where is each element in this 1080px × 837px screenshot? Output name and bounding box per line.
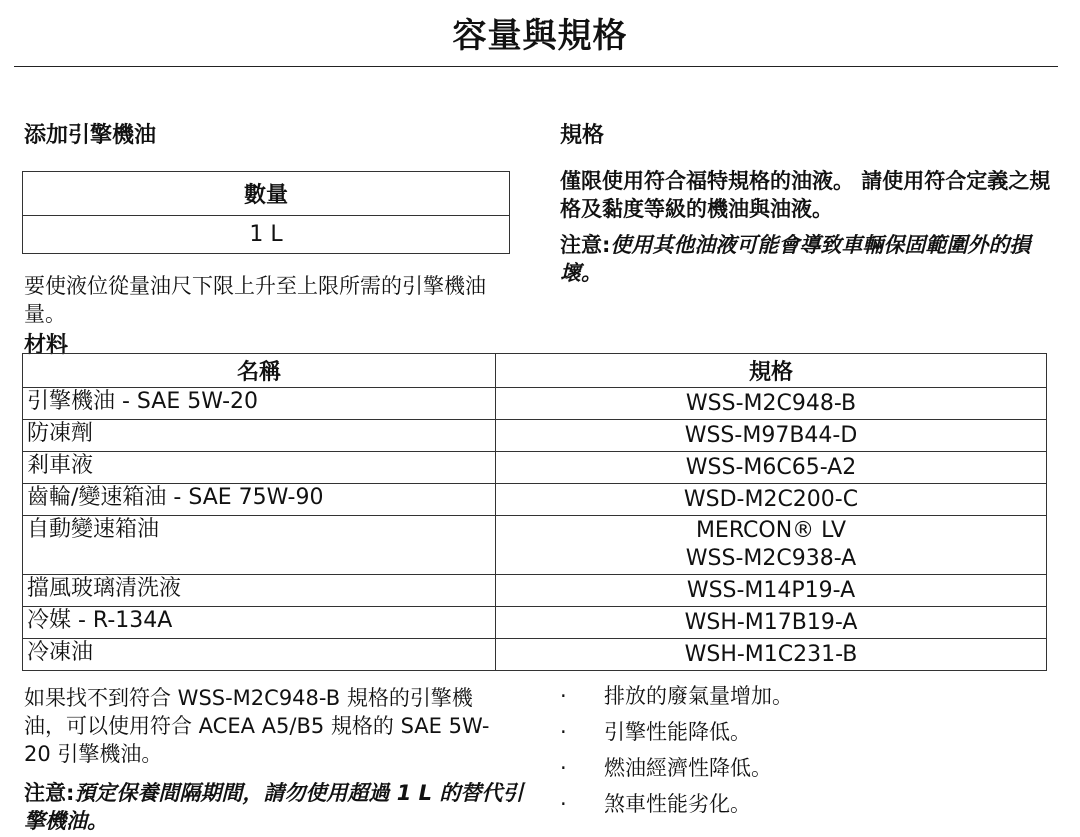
- material-name: 擋風玻璃清洗液: [23, 575, 496, 607]
- bullet-icon: ·: [560, 720, 567, 744]
- material-spec: WSH-M1C231-B: [496, 639, 1047, 671]
- consequence-list: [558, 682, 793, 826]
- table-row: [23, 484, 1047, 516]
- material-spec: [496, 516, 1047, 575]
- material-spec: WSS-M2C948-B: [496, 388, 1047, 420]
- material-name: 自動變速箱油: [23, 516, 496, 575]
- column-header-spec: 規格: [496, 354, 1047, 388]
- table-row: [23, 639, 1047, 671]
- quantity-header: 數量: [23, 172, 510, 216]
- list-item-text: 煞車性能劣化。: [604, 792, 751, 816]
- material-spec-line-1: MERCON® LV: [695, 518, 847, 543]
- list-item: [558, 754, 793, 790]
- material-name: 防凍劑: [23, 420, 496, 452]
- material-spec: WSS-M6C65-A2: [496, 452, 1047, 484]
- column-header-name: 名稱: [23, 354, 496, 388]
- note-label: 注意:: [560, 233, 611, 257]
- oil-quantity-description: 要使液位從量油尺下限上升至上限所需的引擎機油量。: [24, 274, 486, 326]
- table-header-row: [23, 354, 1047, 388]
- bullet-icon: ·: [560, 792, 567, 816]
- list-item: [558, 718, 793, 754]
- material-name: 剎車液: [23, 452, 496, 484]
- substitute-oil-note: [24, 779, 524, 835]
- material-name: 冷媒 - R-134A: [23, 607, 496, 639]
- table-row: [23, 388, 1047, 420]
- list-item-text: 引擎性能降低。: [604, 720, 751, 744]
- material-spec: WSS-M97B44-D: [496, 420, 1047, 452]
- table-row: [23, 452, 1047, 484]
- note-label: 注意:: [24, 781, 75, 805]
- table-row: [23, 575, 1047, 607]
- note-text: 預定保養間隔期間，請勿使用超過 1 L 的替代引擎機油。: [24, 781, 524, 833]
- list-item-text: 排放的廢氣量增加。: [604, 684, 793, 708]
- note-text: 使用其他油液可能會導致車輛保固範圍外的損壞。: [560, 233, 1031, 285]
- material-spec: WSD-M2C200-C: [496, 484, 1047, 516]
- material-spec-line-2: WSS-M2C938-A: [685, 546, 857, 571]
- material-spec: WSS-M14P19-A: [496, 575, 1047, 607]
- material-name: 引擎機油 - SAE 5W-20: [23, 388, 496, 420]
- materials-table: [22, 353, 1047, 671]
- materials-heading: 材料: [24, 333, 69, 358]
- table-row: [23, 420, 1047, 452]
- spec-note: [560, 231, 1055, 287]
- bullet-icon: ·: [560, 756, 567, 780]
- list-item-text: 燃油經濟性降低。: [604, 756, 772, 780]
- material-name: 齒輪/變速箱油 - SAE 75W-90: [23, 484, 496, 516]
- substitute-oil-text: 如果找不到符合 WSS-M2C948-B 規格的引擎機油，可以使用符合 ACEA A5/B5 規格的 SAE 5W-20 引擎機油。: [24, 686, 490, 766]
- spec-heading: 規格: [560, 123, 605, 148]
- list-item: [558, 790, 793, 826]
- table-row: [23, 516, 1047, 575]
- page-title: 容量與規格: [452, 16, 628, 56]
- quantity-value: 1 L: [23, 216, 510, 254]
- quantity-table: [22, 171, 510, 254]
- material-spec: WSH-M17B19-A: [496, 607, 1047, 639]
- add-oil-heading: 添加引擎機油: [24, 123, 157, 148]
- table-row: [23, 607, 1047, 639]
- spec-description: 僅限使用符合福特規格的油液。 請使用符合定義之規格及黏度等級的機油與油液。: [560, 169, 1051, 221]
- title-divider: [14, 66, 1058, 67]
- bullet-icon: ·: [560, 684, 567, 708]
- list-item: [558, 682, 793, 718]
- material-name: 冷凍油: [23, 639, 496, 671]
